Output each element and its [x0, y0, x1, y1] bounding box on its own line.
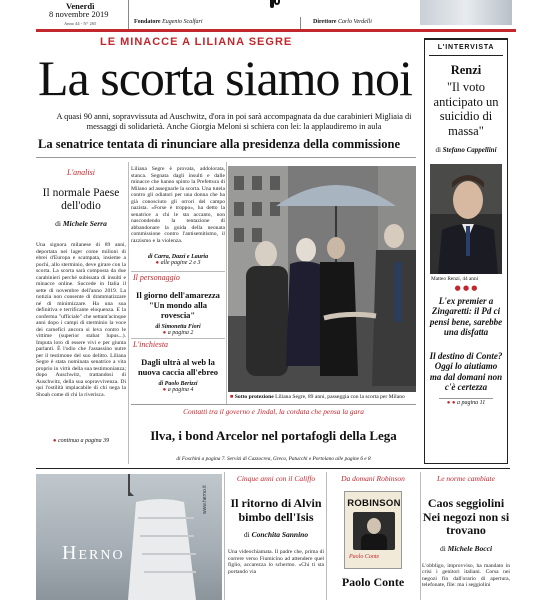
masthead-day: Venerdì [66, 1, 95, 11]
interview-byline-prefix: di [435, 146, 441, 154]
interview-photo-caption: Matteo Renzi, 44 anni [431, 276, 479, 282]
masthead-divider [128, 0, 129, 30]
lead-subhead: La senatrice tentata di rinunciare alla presidenza della commissione [38, 137, 401, 151]
inquiry-kicker: L'inchiesta [133, 340, 169, 349]
caliph-kicker: Cinque anni con il Califfo [236, 474, 316, 483]
character-page: a pagina 2 [167, 330, 194, 336]
ad-url: www.herno.it [202, 485, 208, 514]
inquiry-byline: di Paolo Berizzi ● a pagina 4 [158, 381, 198, 393]
inquiry-title: Dagli ultrà al web la nuova caccia all'ebreo [137, 357, 219, 377]
lead-overline: LE MINACCE A LILIANA SEGRE [100, 36, 293, 48]
character-title: Il giorno dell'amarezza "Un mondo alla rovescia" [136, 290, 220, 320]
lead-rule [36, 157, 416, 158]
caliph-byline [228, 530, 324, 539]
director-credit [313, 19, 372, 25]
ilva-block [131, 407, 416, 462]
report-byline: di Carra, Dazzi e Lauria ● alle pagine 2 e 3 [147, 254, 209, 266]
photo-caption-text: Liliana Segre, 89 anni, passeggia con la scorta per Milano [275, 394, 405, 400]
ad-herno[interactable] [36, 474, 222, 600]
rules-title: Caos seggiolini Nei negozi non si trovano [422, 496, 510, 537]
photo-caption [230, 394, 420, 400]
masthead-divider-2 [300, 17, 301, 29]
interview-q-rule [439, 398, 493, 399]
analysis-author: Michele Serra [62, 219, 107, 228]
bottom-divider-1 [224, 472, 225, 600]
analysis-byline [36, 219, 126, 228]
analysis-title: Il normale Paese dell'odio [42, 187, 120, 212]
character-kicker: Il personaggio [133, 273, 180, 282]
masthead-corner-image [420, 0, 512, 25]
ilva-rule [131, 404, 416, 405]
interview-name: Renzi [450, 63, 482, 77]
inquiry-author: di Paolo Berizzi [158, 381, 198, 387]
ad-image [36, 474, 222, 600]
masthead-rule [36, 29, 516, 32]
interview-label: L'INTERVISTA [437, 44, 495, 51]
rules-byline [422, 544, 510, 553]
caption-marker: ■ [230, 394, 234, 400]
lead-photo-image [228, 166, 416, 392]
masthead-issue: Anno 44 - N° 265 [64, 21, 97, 26]
interview-page-ref: ● ● a pagina 11 [446, 400, 486, 407]
ilva-byline: di Foschini a pagina 7. Servizi di Cazzocrea, Greco, Patucchi e Portolano alle pagine 6 e 8 [176, 456, 371, 462]
caliph-body: Una videochiamata. Il padre che, prima di correre verso Fiumicino ad attendere quel figlio, accarezza lo schermo. «Chi ti sta portando via [228, 549, 324, 575]
inquiry-page: a pagina 4 [167, 387, 194, 393]
inquiry-block [131, 340, 225, 393]
interview-author: Stefano Cappellini [442, 146, 497, 154]
analysis-byline-prefix: di [55, 219, 61, 228]
masthead-date: 8 novembre 2019 [49, 9, 109, 19]
report-body: Liliana Segre è provata, addolorata, stanca. Segnata dagli insulti e dalle minacce che hanno spinto la Prefettura di Milano ad assegnarle la scorta. Una tutela contro gli odiatori per una donna che ha già conosciuto gli orrori del campo nazista. «Forse è troppo», ha detto la senatrice a chi le sta accanto, non nascondendo la tentazione di abbandonare la guida della neonata commissione contro l'antisemitismo, il razzismo e la violenza. [131, 166, 225, 244]
interview-quote: "Il voto anticipato un suicidio di massa" [433, 80, 499, 138]
interview-photo [430, 164, 502, 274]
interview-photo-image [430, 164, 502, 274]
photo-caption-bold: Sotto protezione [234, 394, 274, 400]
bottom-divider-2 [326, 472, 327, 600]
caliph-author: Conchita Sannino [251, 530, 309, 539]
interview-byline [425, 146, 507, 154]
col-divider-1 [128, 162, 129, 464]
lead-headline: La scorta siamo noi [38, 50, 412, 106]
interview-q1: L'ex premier a Zingaretti: il Pd ci pensi bene, sarebbe una disfatta [429, 296, 503, 337]
director-label: Direttore [313, 19, 337, 25]
masthead-logo-fragment [270, 0, 290, 8]
robinson-cover-title: ROBINSON [347, 498, 401, 509]
ad-brand: Herno [62, 542, 125, 564]
ilva-kicker: Contatti tra il governo e Jindal, la cordata che pensa la gara [183, 407, 364, 416]
lead-standfirst: A quasi 90 anni, sopravvissuta ad Auschwitz, d'ora in poi sarà accompagnata da due carabinieri Migliaia di messaggi di solidarietà. Anche Giorgia Meloni si schiera con lei: la applaudiremo in aula [56, 112, 412, 132]
caliph-block [228, 474, 324, 575]
rules-kicker: Le norme cambiate [437, 474, 495, 483]
robinson-cover[interactable] [344, 491, 402, 569]
founder-label: Fondatore [134, 19, 161, 25]
director-name: Carlo Verdelli [337, 19, 372, 25]
col-divider-2 [226, 162, 227, 404]
analysis-continues-text: continua a pagina 39 [57, 438, 110, 444]
caliph-byline-prefix: di [243, 530, 250, 539]
robinson-cover-photo [353, 512, 395, 550]
analysis-body: Una signora milanese di 89 anni, deportata nei lager come milioni di ebrei d'Europa e scampata, insieme a pochi, allo sterminio, deve girare con la scorta. La scorta sarà composta da due carabinieri perché subissata di insulti e minacce online. Succede in Italia il sette di novembre dell'anno 2019. La notizia non consente di drammatizzare né di minimizzare. Ha una sua definitiva e terrificante eloquenza. E la conferma "ufficiale" che settant'acinque anni dopo i campi di sterminio la voce dei carnefici ancora si leva contro le vittime (superior stabat lupus...). Imputa loro di essere vivi e per giunta parlanti. È l'odio che l'assassino nutre per il testimone del suo delitto. Liliana Segre è stata nominata senatrice a vita proprio in virtù della sua testimonianza; dopo Auschwitz, trattandosi di Auschwitz, della sua sopravvivenza. Di qui l'ostilità implacabile di chi nega la Shoah come di chi la riverisca. [36, 242, 126, 398]
character-block [131, 273, 225, 336]
report-pages: alle pagine 2 e 3 [160, 260, 201, 266]
character-author: di Simonetta Fiori [155, 324, 201, 330]
interview-q2: Il destino di Conte? Oggi lo aiutiamo ma dal domani non c'è certezza [429, 351, 503, 393]
robinson-block [330, 474, 416, 590]
bottom-rule [36, 468, 510, 469]
rule-character [131, 271, 225, 272]
rules-block [422, 474, 510, 589]
robinson-title: Paolo Conte [341, 575, 405, 589]
masthead [0, 0, 544, 32]
rules-body: L'obbligo, improvviso, ha mandato in crisi i genitori italiani. Corsa nei negozi fin dall'orario di apertura, telefonate, file: ma i seggiolini [422, 562, 510, 588]
rules-author: Michele Bocci [447, 543, 493, 553]
founder-credit [134, 19, 203, 25]
lead-photo [228, 166, 416, 392]
interview-divider-dots: ● ● ● [454, 284, 478, 292]
bottom-divider-3 [420, 472, 421, 600]
analysis-continues: ● continua a pagina 39 [52, 438, 110, 444]
rule-inquiry [131, 338, 225, 339]
caliph-title: Il ritorno di Alvin bimbo dell'Isis [230, 496, 322, 524]
robinson-kicker: Da domani Robinson [341, 474, 405, 483]
robinson-cover-sub: Paolo Conte [349, 554, 380, 560]
rules-byline-prefix: di [439, 543, 446, 553]
founder-name: Eugenio Scalfari [162, 19, 203, 25]
analysis-kicker: L'analisi [67, 168, 95, 177]
interview-box [424, 38, 508, 464]
report-column [131, 166, 225, 266]
report-authors: di Carra, Dazzi e Lauria [147, 254, 209, 260]
interview-page: a pagina 11 [457, 400, 486, 407]
interview-label-rule [429, 55, 503, 56]
character-byline: di Simonetta Fiori ● a pagina 2 [155, 324, 201, 336]
ilva-headline: Ilva, i bond Arcelor nel portafogli della Lega [150, 428, 397, 443]
analysis-column [36, 160, 126, 470]
